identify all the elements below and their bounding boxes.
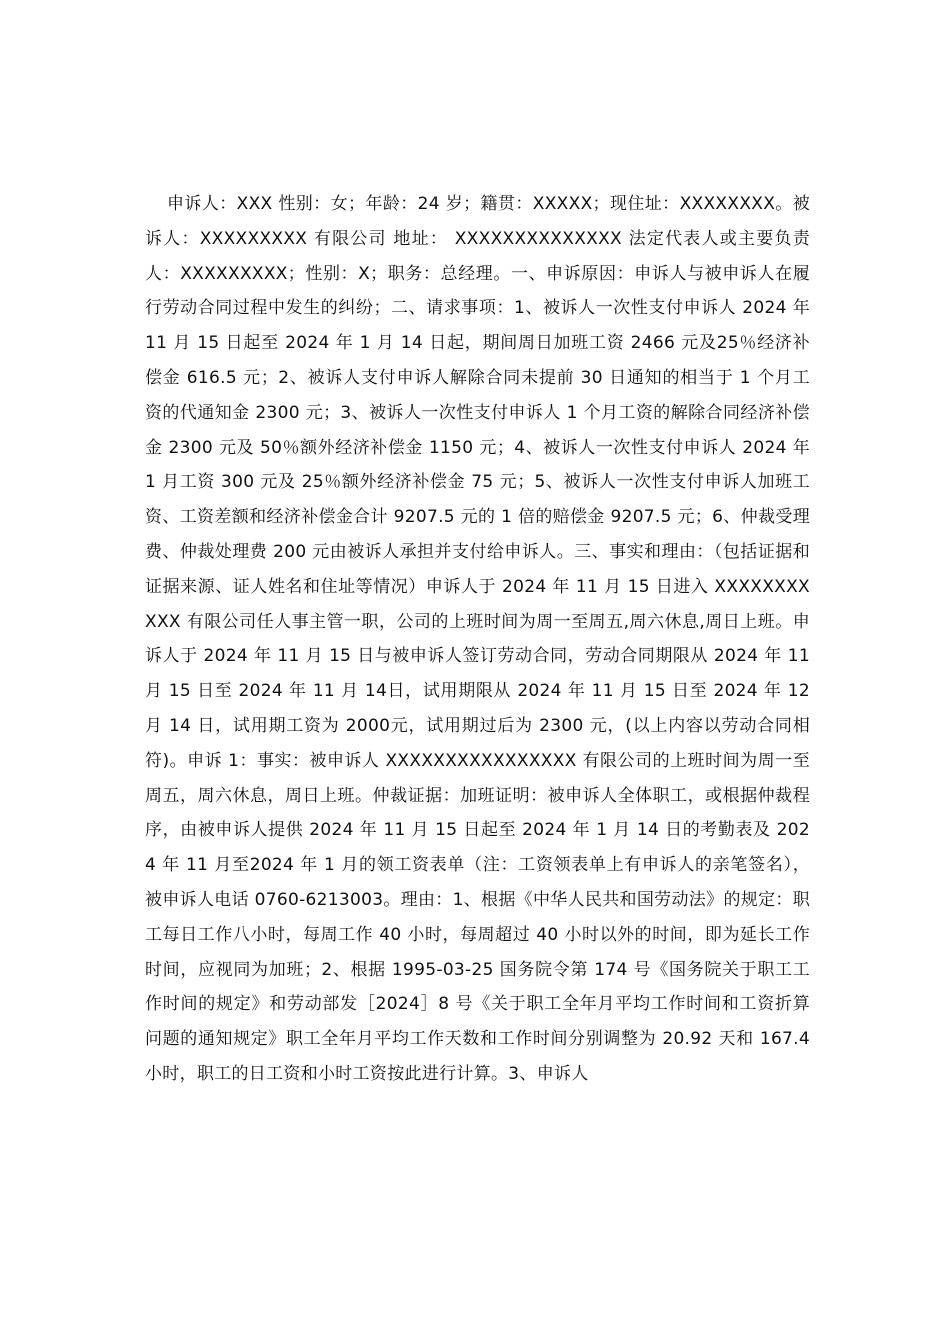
complaint-body-text: 申诉人：XXX 性别：女；年龄：24 岁；籍贯：XXXXX；现住址：XXXXXXXX。被诉人：XXXXXXXXX 有限公司 地址： XXXXXXXXXXXXXX 法定代表人或主要负责人：XXXXXXXXX；性别：X；职务：总经理。一、申诉原因：申诉人与被申诉人在履行劳动合同过程中发生的纠纷；二、请求事项：1、被诉人一次性支付申诉人 2024 年 11 月 15 日起至 2024 年 1 月 14 日起，期间周日加班工资 2466 元及25％经济补偿金 616.5 元；2、被诉人支付申诉人解除合同未提前 30 日通知的相当于 1 个月工资的代通知金 2300 元；3、被诉人一次性支付申诉人 1 个月工资的解除合同经济补偿金 2300 元及 50％额外经济补偿金 1150 元；4、被诉人一次性支付申诉人 2024 年 1 月工资 300 元及 25％额外经济补偿金 75 元；5、被诉人一次性支付申诉人加班工资、工资差额和经济补偿金合计 9207.5 元的 1 倍的赔偿金 9207.5 元；6、仲裁受理费、仲裁处理费 200 元由被诉人承担并支付给申诉人。三、事实和理由：（包括证据和证据来源、证人姓名和住址等情况）申诉人于 2024 年 11 月 15 日进入 XXXXXXXXXXX 有限公司任人事主管一职，公司的上班时间为周一至周五,周六休息,周日上班。申诉人于 2024 年 11 月 15 日与被申诉人签订劳动合同，劳动合同期限从 2024 年 11 月 15 日至 2024 年 11 月 14日，试用期限从 2024 年 11 月 15 日至 2024 年 12 月 14 日，试用期工资为 2000元，试用期过后为 2300 元，(以上内容以劳动合同相符)。申诉 1：事实：被申诉人 XXXXXXXXXXXXXXXX 有限公司的上班时间为周一至周五，周六休息，周日上班。仲裁证据：加班证明：被申诉人全体职工，或根据仲裁程序，由被申诉人提供 2024 年 11 月 15 日起至 2024 年 1 月 14 日的考勤表及 2024 年 11 月至2024 年 1 月的领工资表单（注：工资领表单上有申诉人的亲笔签名），被申诉人电话 0760-6213003。理由：1、根据《中华人民共和国劳动法》的规定：职工每日工作八小时，每周工作 40 小时，每周超过 40 小时以外的时间，即为延长工作时间，应视同为加班；2、根据 1995-03-25 国务院令第 174 号《国务院关于职工工作时间的规定》和劳动部发［2024］8 号《关于职工全年月平均工作时间和工资折算问题的通知规定》职工全年月平均工作天数和工作时间分别调整为 20.92 天和 167.4 小时，职工的日工资和小时工资按此进行计算。3、申诉人	[145, 194, 810, 1084]
